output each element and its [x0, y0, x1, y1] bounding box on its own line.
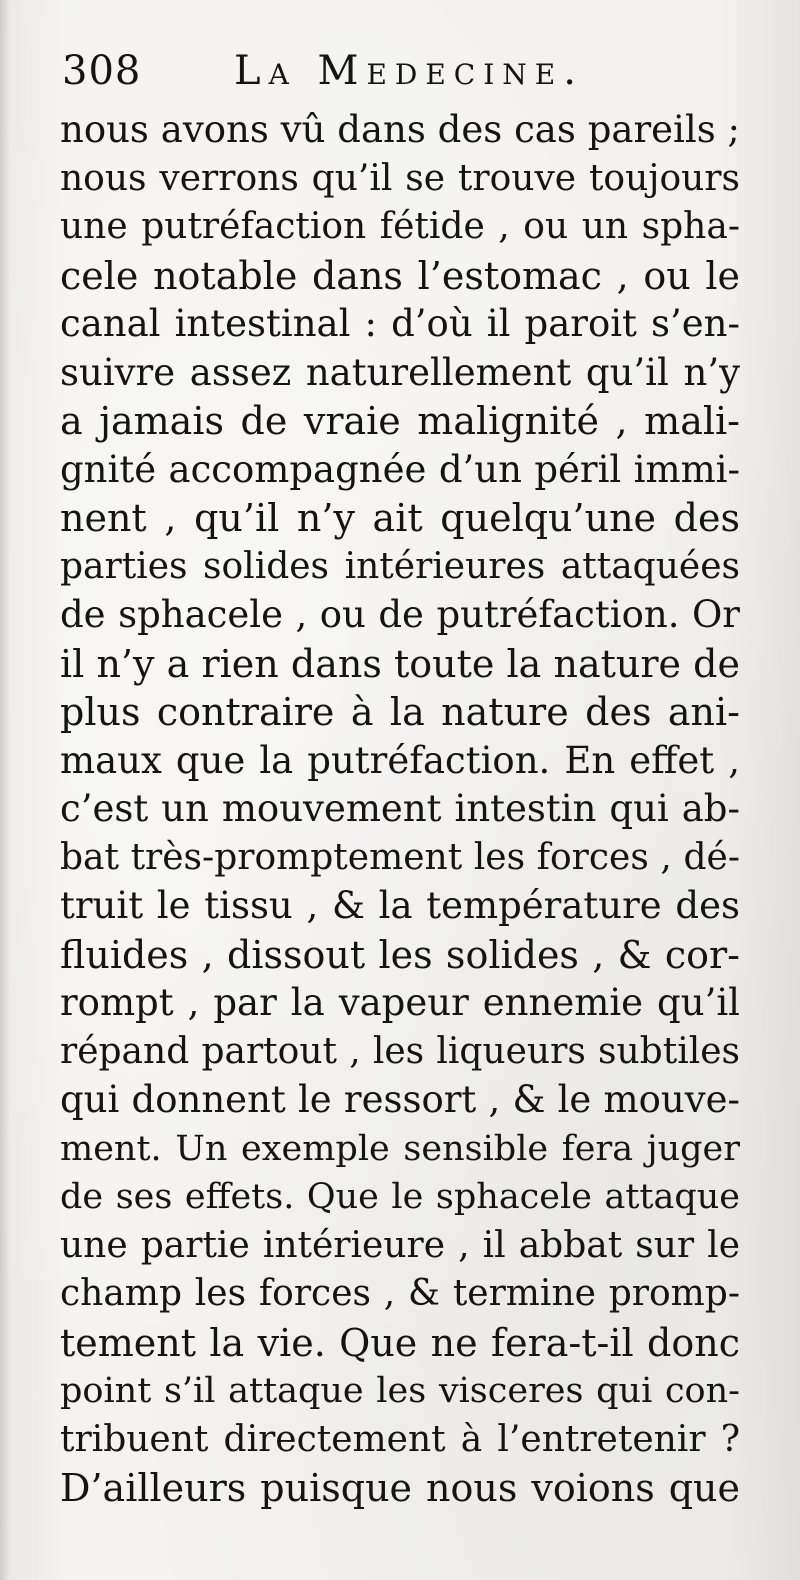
text-line: une putréfaction fétide , ou un spha-	[60, 206, 740, 247]
page-header	[62, 44, 762, 102]
text-line: plus contraire à la nature des ani-	[60, 690, 740, 734]
text-line: ment. Un exemple sensible fera juger	[60, 1128, 740, 1169]
text-line: nent , qu’il n’y ait quelqu’une des	[60, 496, 740, 540]
text-line: suivre assez naturellement qu’il n’y	[60, 350, 740, 394]
text-line: a jamais de vraie malignité , mali-	[60, 399, 740, 443]
text-line: maux que la putréfaction. En effet ,	[60, 738, 740, 782]
text-line: de ses effets. Que le sphacele attaque	[60, 1177, 740, 1217]
text-line: canal intestinal : d’où il paroit s’en-	[60, 302, 740, 345]
text-line: c’est un mouvement intestin qui ab-	[60, 787, 740, 830]
running-head: La Medecine.	[234, 48, 584, 94]
text-line: de sphacele , ou de putréfaction. Or	[60, 593, 740, 636]
text-line: bat très-promptement les forces , dé-	[60, 836, 740, 878]
text-line: qui donnent le ressort , & le mouve-	[60, 1078, 740, 1121]
text-line: champ les forces , & termine promp-	[60, 1273, 740, 1314]
text-line: D’ailleurs puisque nous voions que	[60, 1466, 740, 1510]
text-line: rompt , par la vapeur ennemie qu’il	[60, 981, 740, 1024]
text-line: répand partout , les liqueurs subtiles	[60, 1030, 740, 1072]
text-line: il n’y a rien dans toute la nature de	[60, 641, 740, 686]
text-line: point s’il attaque les visceres qui con-	[60, 1371, 740, 1411]
page-edge-shadow	[0, 0, 10, 1580]
page-number: 308	[62, 48, 142, 94]
text-line: tement la vie. Que ne fera-t-il donc	[60, 1320, 740, 1365]
body-text	[60, 106, 740, 1513]
text-line: gnité accompagnée d’un péril immi-	[60, 447, 740, 491]
text-line: nous avons vû dans des cas pareils ;	[60, 108, 740, 151]
text-line: une partie intérieure , il abbat sur le	[60, 1224, 740, 1266]
text-line: cele notable dans l’estomac , ou le	[60, 253, 740, 298]
text-line: truit le tissu , & la température des	[60, 884, 740, 927]
text-line: tribuent directement à l’entretenir ?	[60, 1418, 740, 1460]
text-line: fluides , dissout les solides , & cor-	[60, 932, 740, 977]
text-line: nous verrons qu’il se trouve toujours	[60, 157, 740, 199]
text-line: parties solides intérieures attaquées	[60, 545, 740, 587]
